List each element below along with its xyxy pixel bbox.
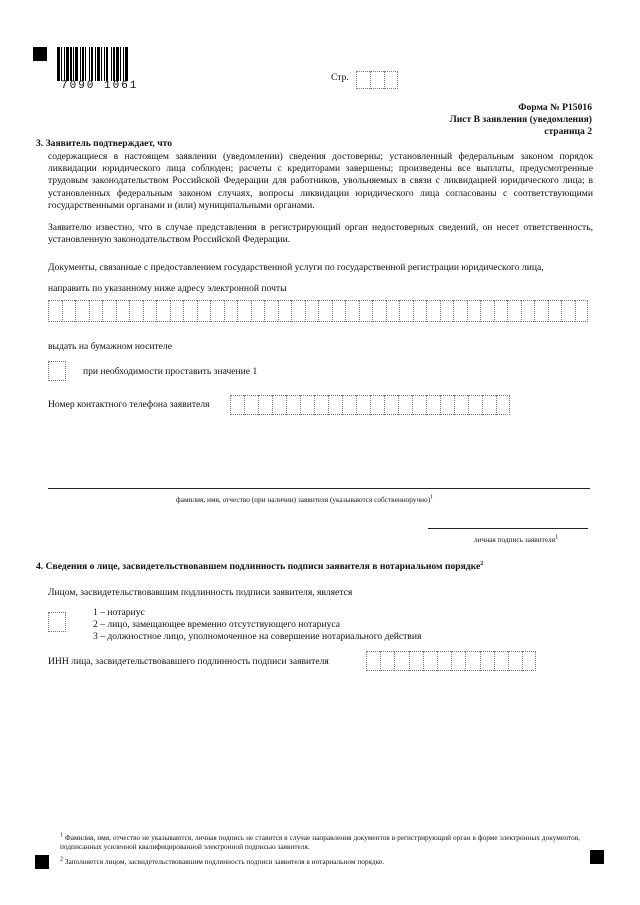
grid-cell[interactable] [345, 300, 359, 322]
grid-cell[interactable] [451, 651, 465, 671]
grid-cell[interactable] [278, 300, 292, 322]
grid-cell[interactable] [521, 300, 535, 322]
grid-cell[interactable] [508, 651, 522, 671]
section3-title: 3. Заявитель подтверждает, что [36, 138, 173, 149]
registration-marker-top-left [33, 47, 47, 61]
inn-label: ИНН лица, засвидетельствовавшего подлинность подписи заявителя [48, 656, 329, 667]
grid-cell[interactable] [394, 651, 408, 671]
grid-cell[interactable] [467, 300, 481, 322]
section4-title: 4. Сведения о лице, засвидетельствовавшем подлинность подписи заявителя в нотариальном порядке$^2$ [36, 560, 484, 572]
paper-hint: при необходимости проставить значение 1 [83, 366, 258, 377]
notary-option-2: 2 – лицо, замещающее временно отсутствующего нотариуса [93, 619, 341, 630]
signature-caption: личная подпись заявителя$^1$ [474, 534, 559, 544]
grid-cell[interactable] [440, 300, 454, 322]
barcode-bar [125, 47, 128, 81]
grid-cell[interactable] [372, 300, 386, 322]
grid-cell[interactable] [413, 300, 427, 322]
footnote-2: $^2$ Заполняется лицом, засвидетельствовавшим подлинность подписи заявителя в нотариальном порядке. [60, 856, 385, 866]
grid-cell[interactable] [89, 300, 103, 322]
grid-cell[interactable] [468, 395, 482, 415]
grid-cell[interactable] [465, 651, 479, 671]
notary-option-1: 1 – нотариус [93, 607, 145, 618]
grid-cell[interactable] [224, 300, 238, 322]
grid-cell[interactable] [480, 300, 494, 322]
grid-cell[interactable] [437, 651, 451, 671]
grid-cell[interactable] [440, 395, 454, 415]
grid-cell[interactable] [230, 395, 244, 415]
page-number-label: Стр. [331, 72, 349, 83]
grid-cell[interactable] [300, 395, 314, 415]
email-label: направить по указанному ниже адресу электронной почты [48, 283, 287, 294]
grid-cell[interactable] [102, 300, 116, 322]
section3-paragraph2: Заявителю известно, что в случае представления в регистрирующий орган недостоверных сведений, он несет ответственность, установленную законодательством Российской Федерации. [48, 222, 593, 246]
grid-cell[interactable] [75, 300, 89, 322]
grid-cell[interactable] [534, 300, 548, 322]
grid-cell[interactable] [384, 395, 398, 415]
registration-marker-bottom-left [35, 855, 49, 869]
grid-cell[interactable] [305, 300, 319, 322]
grid-cell[interactable] [494, 651, 508, 671]
barcode-number: 7090 1061 [61, 80, 139, 92]
grid-cell[interactable] [409, 651, 423, 671]
grid-cell[interactable] [183, 300, 197, 322]
grid-cell[interactable] [366, 651, 380, 671]
grid-cell[interactable] [197, 300, 211, 322]
section3-paragraph1: содержащиеся в настоящем заявлении (уведомлении) сведения достоверны; установленный федеральным законом порядок ликвидации юридического лица соблюден; расчеты с кредиторами завершены; произведены все выплаты, предусмотренные трудовым законодательством Российской Федерации для работников, увольняемых в связи с ликвидацией юридического лица; в установленных федеральным законом случаях, вопросы ликвидации юридического лица согласованы с соответствующими государственными органами и (или) муниципальными органами. [48, 151, 593, 211]
grid-cell[interactable] [332, 300, 346, 322]
sheet-title: Лист В заявления (уведомления) [449, 114, 592, 125]
paper-label: выдать на бумажном носителе [48, 341, 172, 352]
inn-field[interactable] [366, 651, 536, 671]
registration-marker-bottom-right [590, 850, 604, 864]
barcode [57, 45, 128, 81]
fio-caption: фамилия, имя, отчество (при наличии) заявителя (указываются собственноручно)$^1$ [176, 494, 434, 504]
grid-cell[interactable] [116, 300, 130, 322]
grid-cell[interactable] [399, 300, 413, 322]
grid-cell[interactable] [251, 300, 265, 322]
grid-cell[interactable] [237, 300, 251, 322]
grid-cell[interactable] [210, 300, 224, 322]
grid-cell[interactable] [286, 395, 300, 415]
sheet-page: страница 2 [544, 126, 592, 137]
documents-text: Документы, связанные с предоставлением государственной услуги по государственной регистрации юридического лица, [48, 262, 544, 273]
grid-cell[interactable] [575, 300, 589, 322]
grid-cell[interactable] [272, 395, 286, 415]
grid-cell[interactable] [291, 300, 305, 322]
grid-cell[interactable] [370, 395, 384, 415]
grid-cell[interactable] [507, 300, 521, 322]
fio-line [48, 488, 590, 489]
paper-checkbox[interactable] [48, 361, 66, 381]
grid-cell[interactable] [156, 300, 170, 322]
grid-cell[interactable] [129, 300, 143, 322]
grid-cell[interactable] [356, 395, 370, 415]
grid-cell[interactable] [328, 395, 342, 415]
grid-cell[interactable] [258, 395, 272, 415]
grid-cell[interactable] [426, 300, 440, 322]
grid-cell[interactable] [426, 395, 440, 415]
grid-cell[interactable] [386, 300, 400, 322]
grid-cell[interactable] [244, 395, 258, 415]
grid-cell[interactable] [522, 651, 536, 671]
email-field[interactable] [48, 300, 588, 322]
grid-cell[interactable] [314, 395, 328, 415]
grid-cell[interactable] [480, 651, 494, 671]
grid-cell[interactable] [482, 395, 496, 415]
page-number-field [356, 71, 398, 89]
section4-intro: Лицом, засвидетельствовавшим подлинность подписи заявителя, является [48, 587, 353, 598]
grid-cell[interactable] [496, 395, 510, 415]
grid-cell[interactable] [453, 300, 467, 322]
grid-cell[interactable] [143, 300, 157, 322]
grid-cell[interactable] [318, 300, 332, 322]
grid-cell[interactable] [494, 300, 508, 322]
grid-cell[interactable] [342, 395, 356, 415]
grid-cell[interactable] [548, 300, 562, 322]
grid-cell[interactable] [398, 395, 412, 415]
grid-cell[interactable] [561, 300, 575, 322]
grid-cell[interactable] [454, 395, 468, 415]
form-number: Форма № Р15016 [518, 102, 592, 113]
signature-line[interactable] [428, 528, 588, 529]
grid-cell[interactable] [412, 395, 426, 415]
grid-cell[interactable] [359, 300, 373, 322]
grid-cell[interactable] [380, 651, 394, 671]
phone-field[interactable] [230, 395, 510, 415]
notary-type-field[interactable] [48, 612, 66, 632]
grid-cell[interactable] [62, 300, 76, 322]
notary-option-3: 3 – должностное лицо, уполномоченное на совершение нотариального действия [93, 631, 422, 642]
grid-cell[interactable] [48, 300, 62, 322]
footnote-1: $^1$ Фамилия, имя, отчество не указываются, личная подпись не ставится в случае направления документов в регистрирующий орган в форме электронных документов, подписанных усиленной квалифицированной электронной подписью заявителя. [60, 832, 580, 852]
grid-cell[interactable] [170, 300, 184, 322]
phone-label: Номер контактного телефона заявителя [48, 399, 210, 410]
grid-cell[interactable] [423, 651, 437, 671]
grid-cell[interactable] [264, 300, 278, 322]
